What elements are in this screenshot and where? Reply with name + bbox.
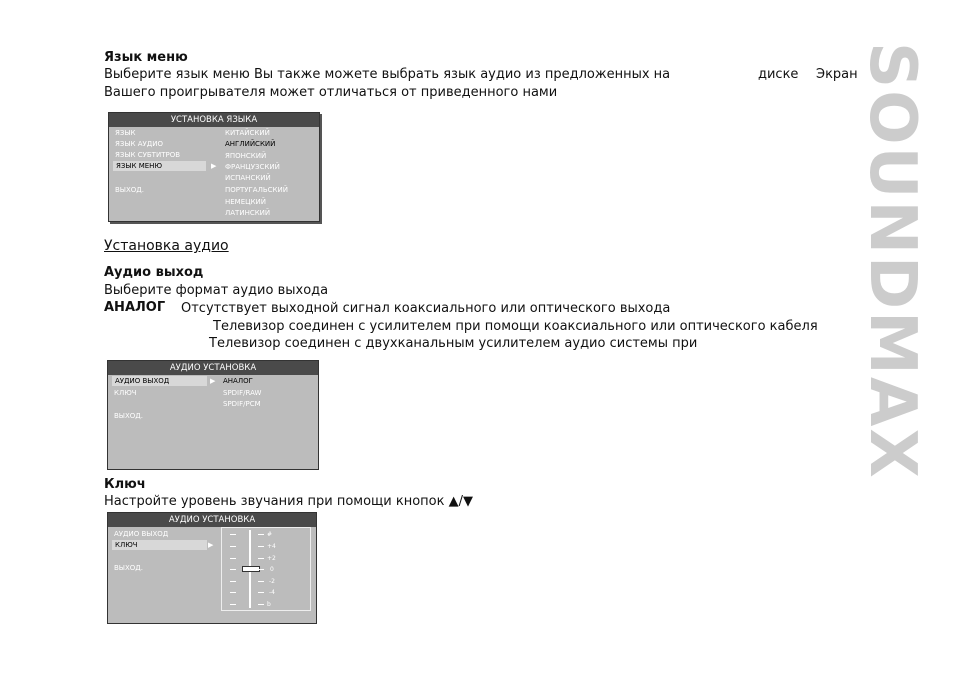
osd-item-exit: ВЫХОД. (114, 564, 143, 572)
osd-item-key: КЛЮЧ (112, 540, 207, 550)
key-heading: Ключ (104, 477, 146, 492)
menu-language-heading: Язык меню (104, 50, 188, 65)
level-label: 0 (270, 566, 274, 573)
osd-item-subtitle-language: ЯЗЫК СУБТИТРОВ (115, 151, 180, 159)
osd-item-language: ЯЗЫК (115, 129, 136, 137)
level-label: -4 (269, 589, 275, 596)
level-label: # (267, 531, 273, 538)
analog-label: АНАЛОГ (104, 300, 166, 315)
osd-item-audio-output: АУДИО ВЫХОД (114, 530, 169, 538)
osd-item-key: КЛЮЧ (114, 389, 137, 397)
osd-option-active: АНАЛОГ (223, 377, 253, 385)
analog-text: Отсутствует выходной сигнал коаксиального или оптического выхода (181, 301, 671, 316)
menu-language-text-1b: диске (758, 67, 799, 82)
selection-arrow-icon: ▶ (210, 377, 216, 385)
menu-language-text-1c: Экран (816, 67, 858, 82)
key-setup-title: АУДИО УСТАНОВКА (108, 513, 316, 527)
osd-option: НЕМЕЦКИЙ (225, 198, 267, 206)
osd-option: SPDIF/PCM (223, 400, 261, 408)
brand-logo (855, 42, 929, 622)
osd-item-exit: ВЫХОД. (114, 412, 143, 420)
osd-option: КИТАЙСКИЙ (225, 129, 270, 137)
language-setup-title: УСТАНОВКА ЯЗЫКА (109, 113, 319, 127)
osd-item-audio-output: АУДИО ВЫХОД (112, 376, 207, 386)
osd-option: SPDIF/RAW (223, 389, 262, 397)
audio-output-heading: Аудио выход (104, 265, 204, 280)
language-setup-screen (108, 112, 320, 222)
osd-option: ЯПОНСКИЙ (225, 152, 267, 160)
audio-setup-screen (107, 360, 319, 470)
level-label: b (267, 601, 271, 608)
selection-arrow-icon: ▶ (211, 162, 217, 170)
osd-option: ИСПАНСКИЙ (225, 174, 271, 182)
selection-arrow-icon: ▶ (208, 541, 214, 549)
level-label: -2 (269, 578, 275, 585)
osd-option: ЛАТИНСКИЙ (225, 209, 271, 217)
audio-output-text-1: Выберите формат аудио выхода (104, 283, 329, 298)
osd-option-active: АНГЛИЙСКИЙ (225, 140, 276, 148)
audio-output-text-3: Телевизор соединен с усилителем при помощи коаксиального или оптического кабеля (213, 319, 818, 334)
osd-option: ФРАНЦУЗСКИЙ (225, 163, 280, 171)
brand-text: SOUNDMAX (855, 42, 929, 480)
menu-language-text-1: Выберите язык меню Вы также можете выбрать язык аудио из предложенных на (104, 67, 671, 82)
audio-setup-title: Установка аудио (104, 238, 229, 254)
key-setup-screen (107, 512, 317, 624)
osd-option: ПОРТУГАЛЬСКИЙ (225, 186, 288, 194)
osd-item-menu-language: ЯЗЫК МЕНЮ (113, 161, 206, 171)
level-label: +2 (267, 555, 276, 562)
audio-setup-title: АУДИО УСТАНОВКА (108, 361, 318, 375)
level-label: +4 (267, 543, 276, 550)
menu-language-text-2: Вашего проигрывателя может отличаться от приведенного нами (104, 85, 558, 100)
osd-item-exit: ВЫХОД. (115, 186, 144, 194)
audio-output-text-4: Телевизор соединен с двухканальным усилителем аудио системы при (209, 336, 698, 351)
key-text: Настройте уровень звучания при помощи кнопок ▲/▼ (104, 494, 473, 509)
osd-item-audio-language: ЯЗЫК АУДИО (115, 140, 163, 148)
key-slider-panel (221, 527, 311, 611)
